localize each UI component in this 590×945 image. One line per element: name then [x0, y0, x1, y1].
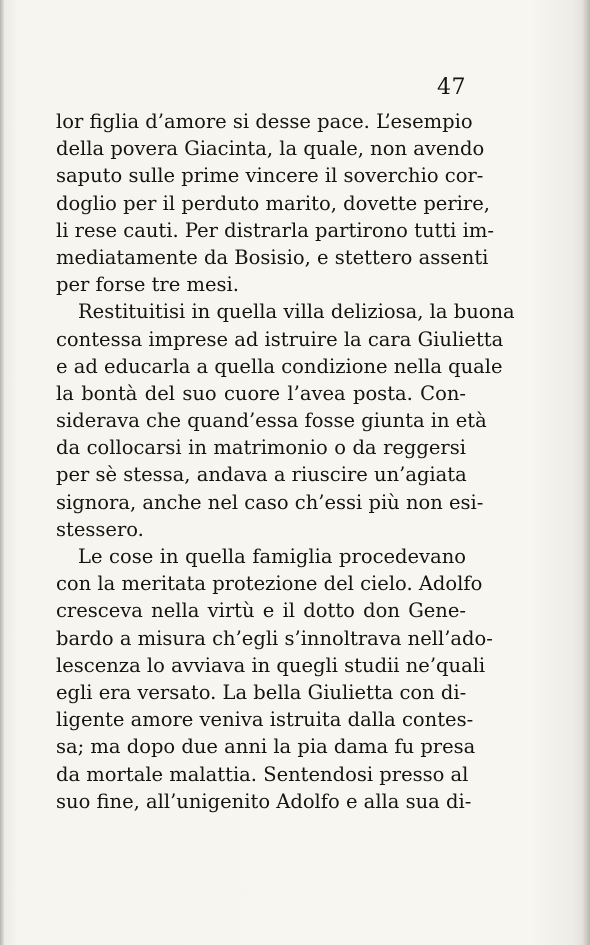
- text-line: sa; ma dopo due anni la pia dama fu presa: [56, 735, 476, 759]
- text-line: per sè stessa, andava a riuscire un’agiata: [56, 463, 467, 487]
- page-right-edge-shadow: [582, 0, 590, 945]
- text-line: stessero.: [56, 517, 144, 541]
- text-line: doglio per il perduto marito, dovette perire,: [56, 191, 490, 215]
- text-line: da mortale malattia. Sentendosi presso al: [56, 762, 469, 786]
- paragraph-start-line: Le cose in quella famiglia procedevano: [78, 545, 466, 568]
- text-line: da collocarsi in matrimonio o da reggersi: [56, 436, 466, 460]
- text-line: contessa imprese ad istruire la cara Giulietta: [56, 327, 504, 351]
- text-line: bardo a misura ch’egli s’innoltrava nell’ado-: [56, 626, 493, 650]
- text-line: saputo sulle prime vincere il soverchio cor-: [56, 164, 484, 188]
- text-line: e ad educarla a quella condizione nella quale: [56, 354, 503, 378]
- text-line: siderava che quand’essa fosse giunta in età: [56, 409, 487, 433]
- text-line: cresceva nella virtù e il dotto don Gene-: [56, 599, 466, 623]
- text-line: signora, anche nel caso ch’essi più non esi-: [56, 490, 484, 514]
- text-line: ligente amore veniva istruita dalla contes-: [56, 708, 474, 732]
- body-text: [56, 108, 515, 815]
- page-number: 47: [437, 75, 466, 100]
- text-line: egli era versato. La bella Giulietta con di-: [56, 680, 467, 704]
- text-line: la bontà del suo cuore l’avea posta. Con-: [56, 381, 466, 405]
- text-line: suo fine, all’unigenito Adolfo e alla sua di-: [56, 789, 472, 813]
- text-line: lor figlia d’amore si desse pace. L’esempio: [56, 110, 473, 133]
- paragraph-start-line: Restituitisi in quella villa deliziosa, la buona: [78, 300, 515, 324]
- text-line: mediatamente da Bosisio, e stettero assenti: [56, 245, 489, 269]
- text-line: li rese cauti. Per distrarla partirono tutti im-: [56, 218, 494, 242]
- text-line: con la meritata protezione del cielo. Adolfo: [56, 572, 483, 596]
- text-line: della povera Giacinta, la quale, non avendo: [56, 137, 485, 161]
- text-line: per forse tre mesi.: [56, 273, 239, 297]
- page-left-edge-shadow: [0, 0, 4, 945]
- text-line: lescenza lo avviava in quegli studii ne’quali: [56, 653, 486, 677]
